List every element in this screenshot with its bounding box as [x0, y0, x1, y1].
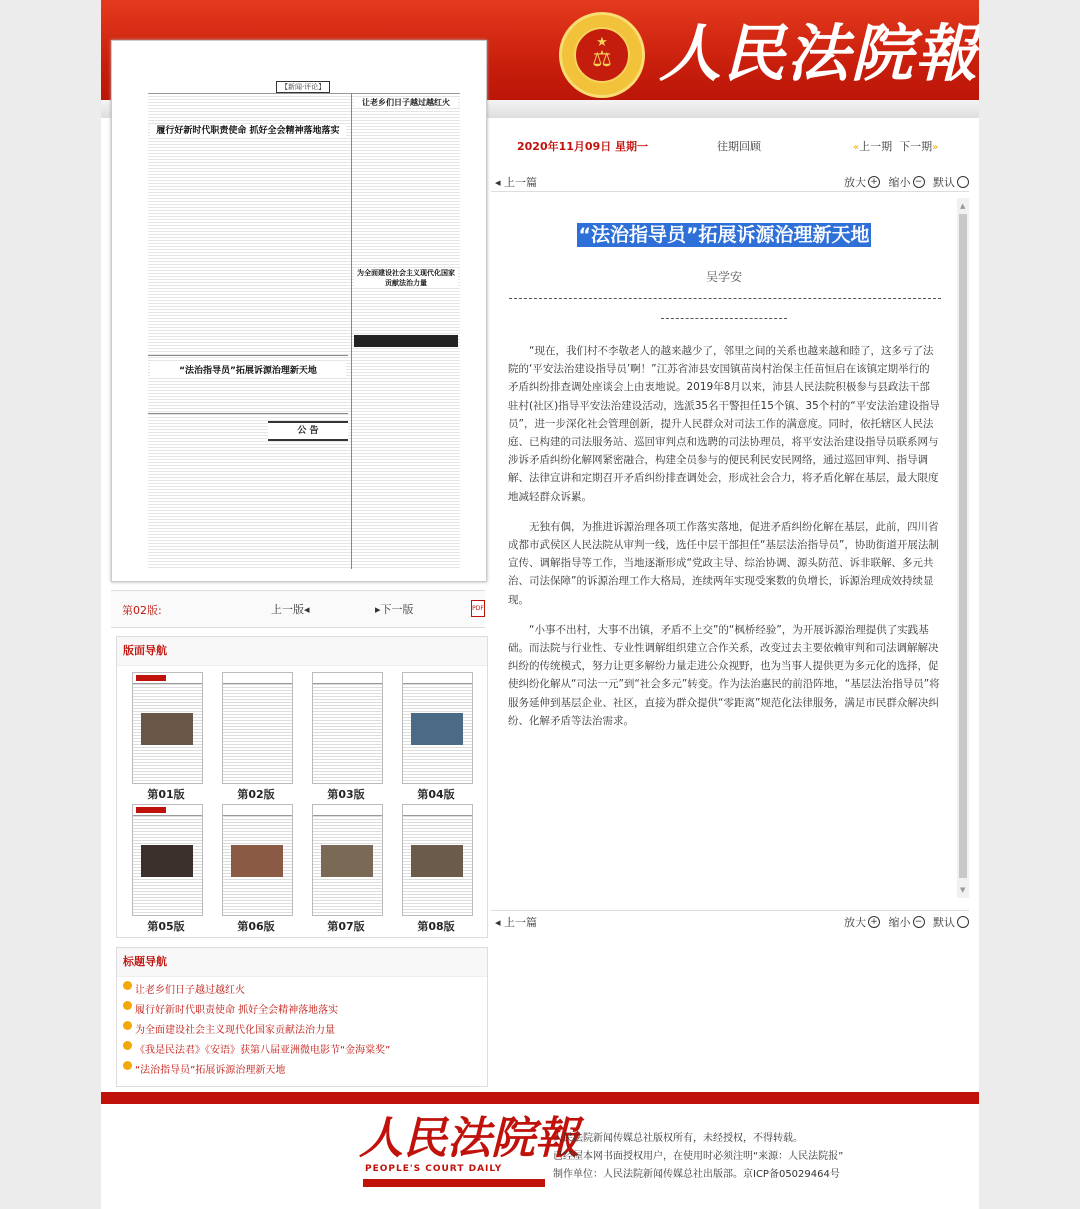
- bullet-icon: [123, 1041, 132, 1050]
- title-link[interactable]: 履行好新时代职责使命 抓好全会精神落地落实: [123, 1001, 487, 1021]
- minus-icon[interactable]: −: [913, 176, 925, 188]
- thumb-headline[interactable]: 为全面建设社会主义现代化国家贡献法治力量: [354, 268, 458, 288]
- thumb-section-tag: 【新闻·评论】: [276, 81, 330, 93]
- prev-article-link[interactable]: 上一篇: [504, 916, 538, 929]
- bullet-icon: [123, 1021, 132, 1030]
- thumb-headline[interactable]: “法治指导员”拓展诉源治理新天地: [150, 363, 346, 376]
- page-thumb-06[interactable]: 第06版: [211, 804, 301, 936]
- article-paragraph: “现在，我们村不李敬老人的越来越少了，邻里之间的关系也越来越和睦了，这多亏了法院的‘平安法治建设指导员’啊！”江苏省沛县安国镇苗岗村治保主任苗恒启在该镇定期举行的矛盾纠纷排查调处座谈会上由衷地说。2019年8月以来，沛县人民法院积极参与县政法干部驻村(社区)指导平安法治建设活动，选派35名干警担任15个镇、35个村的“平安法治建设指导员”，进一步深化社会管理创新，提升人民群众对司法工作的满意度。同时，依托辖区人民法庭、已构建的司法服务站、巡回审判点和选聘的司法协理员，将平安法治建设指导员联系网与涉诉矛盾纠纷化解网紧密融合，构建全员参与的便民利民安民网络，通过巡回审判、指导调解、法律宣讲和定期召开矛盾纠纷排查调处会，形成社会合力，将矛盾化解在基层，最大限度地减轻群众诉累。: [508, 345, 940, 503]
- title-navigation-title: 标题导航: [117, 948, 487, 977]
- page-switcher: [111, 590, 485, 628]
- zoom-in-button[interactable]: 放大: [844, 916, 866, 929]
- page-thumb-02[interactable]: 第02版: [211, 672, 301, 804]
- article-paragraph: “小事不出村，大事不出镇，矛盾不上交”的“枫桥经验”，为开展诉源治理提供了实践基础。而法院与行业性、专业性调解组织建立合作关系，改变过去主要依赖审判和司法调解解决纠纷的传统模式，努力让更多解纷力量走进公众视野，也为当事人提供更为多元化的选择，促使纠纷化解从“司法一元”到“社会多元”转变。作为法治惠民的前沿阵地，“基层法治指导员”将服务延伸到基层企业、社区，直接为群众提供“零距离”规范化法律服务，满足市民群众解决纠纷、化解矛盾等法治需求。: [508, 623, 940, 727]
- pdf-icon[interactable]: PDF: [471, 600, 485, 617]
- copyright-line: 制作单位：人民法院新闻传媒总社出版部。京ICP备05029464号: [553, 1169, 840, 1180]
- bullet-icon: [123, 981, 132, 990]
- footer-logo-en: PEOPLE'S COURT DAILY: [365, 1164, 503, 1174]
- footer-logo: 人民法院報: [359, 1113, 579, 1164]
- zoom-out-button[interactable]: 缩小: [888, 176, 911, 189]
- article-author: 吴学安: [705, 270, 742, 284]
- article-title: “法治指导员”拓展诉源治理新天地: [578, 224, 870, 246]
- title-link[interactable]: “法治指导员”拓展诉源治理新天地: [123, 1061, 487, 1081]
- title-navigation-panel: [116, 947, 488, 1087]
- default-zoom-button[interactable]: 默认: [933, 176, 955, 189]
- article-scrollbar[interactable]: [957, 198, 969, 898]
- scroll-up-icon[interactable]: ▲: [960, 202, 966, 210]
- divider: [661, 318, 787, 319]
- zoom-in-button[interactable]: 放大: [844, 176, 866, 189]
- circle-icon[interactable]: [957, 176, 969, 188]
- archive-link[interactable]: 往期回顾: [717, 140, 761, 153]
- copyright-line: 人民法院新闻传媒总社版权所有，未经授权，不得转载。: [553, 1133, 803, 1144]
- article-toolbar-bottom: [491, 910, 969, 931]
- thumb-headline[interactable]: 让老乡们日子越过越红火: [354, 97, 458, 108]
- page-navigation-title: 版面导航: [117, 637, 487, 666]
- page-thumb-01[interactable]: 第01版: [121, 672, 211, 804]
- page-thumb-07[interactable]: 第07版: [301, 804, 391, 936]
- page-navigation-panel: [116, 636, 488, 938]
- scroll-thumb[interactable]: [959, 214, 967, 878]
- issue-date: 2020年11月09日 星期一: [517, 140, 649, 153]
- footer: [101, 1092, 979, 1209]
- thumb-announcement[interactable]: 公 告: [268, 421, 348, 441]
- chevron-left-icon: «: [853, 142, 860, 153]
- article-paragraph: 无独有偶，为推进诉源治理各项工作落实落地，促进矛盾纠纷化解在基层，此前，四川省成都市武侯区人民法院从审判一线，选任中层干部担任“基层法治指导员”，协助街道开展法制宣传、调解指导等工作，当地逐渐形成“党政主导、综治协调、源头防范、诉非联解、多元共治、司法保障”的诉源治理工作大格局，连续两年实现受案数的负增长，诉源治理成效持续显现。: [508, 520, 939, 606]
- circle-icon[interactable]: [957, 916, 969, 928]
- page-thumb-05[interactable]: 第05版: [121, 804, 211, 936]
- prev-article-link[interactable]: 上一篇: [504, 176, 538, 189]
- page-thumbnail[interactable]: [111, 40, 487, 582]
- plus-icon[interactable]: +: [868, 176, 880, 188]
- prev-issue-link[interactable]: 上一期: [859, 140, 893, 153]
- bullet-icon: [123, 1001, 132, 1010]
- prev-page-link[interactable]: 上一版◂: [271, 603, 310, 616]
- copyright-line: 已经屋本网书面授权用户，在使用时必须注明“来源：人民法院报”: [553, 1151, 844, 1162]
- scroll-down-icon[interactable]: ▼: [960, 886, 966, 894]
- title-link[interactable]: 为全面建设社会主义现代化国家贡献法治力量: [123, 1021, 487, 1041]
- article-body: [508, 342, 940, 742]
- caret-left-icon: ◂: [495, 176, 505, 189]
- minus-icon[interactable]: −: [913, 916, 925, 928]
- next-issue-link[interactable]: 下一期: [899, 140, 933, 153]
- brand-logo: 人民法院報: [659, 17, 979, 90]
- article-content: [491, 198, 957, 898]
- bullet-icon: [123, 1061, 132, 1070]
- current-page-label: 第02版:: [122, 604, 162, 617]
- page-thumb-04[interactable]: 第04版: [391, 672, 481, 804]
- title-link[interactable]: 《我是民法君》《安语》获第八届亚洲微电影节“金海棠奖”: [123, 1041, 487, 1061]
- page: [101, 0, 979, 1209]
- default-zoom-button[interactable]: 默认: [933, 916, 955, 929]
- caret-left-icon: ◂: [495, 916, 505, 929]
- page-thumb-03[interactable]: 第03版: [301, 672, 391, 804]
- zoom-out-button[interactable]: 缩小: [888, 916, 911, 929]
- divider: [509, 298, 941, 299]
- page-thumb-08[interactable]: 第08版: [391, 804, 481, 936]
- date-bar: [491, 138, 969, 154]
- plus-icon[interactable]: +: [868, 916, 880, 928]
- next-page-link[interactable]: ▸下一版: [375, 603, 414, 616]
- chevron-right-icon: »: [932, 142, 939, 153]
- title-link[interactable]: 让老乡们日子越过越红火: [123, 981, 487, 1001]
- thumb-headline[interactable]: 履行好新时代职责使命 抓好全会精神落地落实: [150, 125, 346, 137]
- article-toolbar: [491, 171, 969, 192]
- court-emblem-icon: ★ ⚖: [559, 12, 645, 98]
